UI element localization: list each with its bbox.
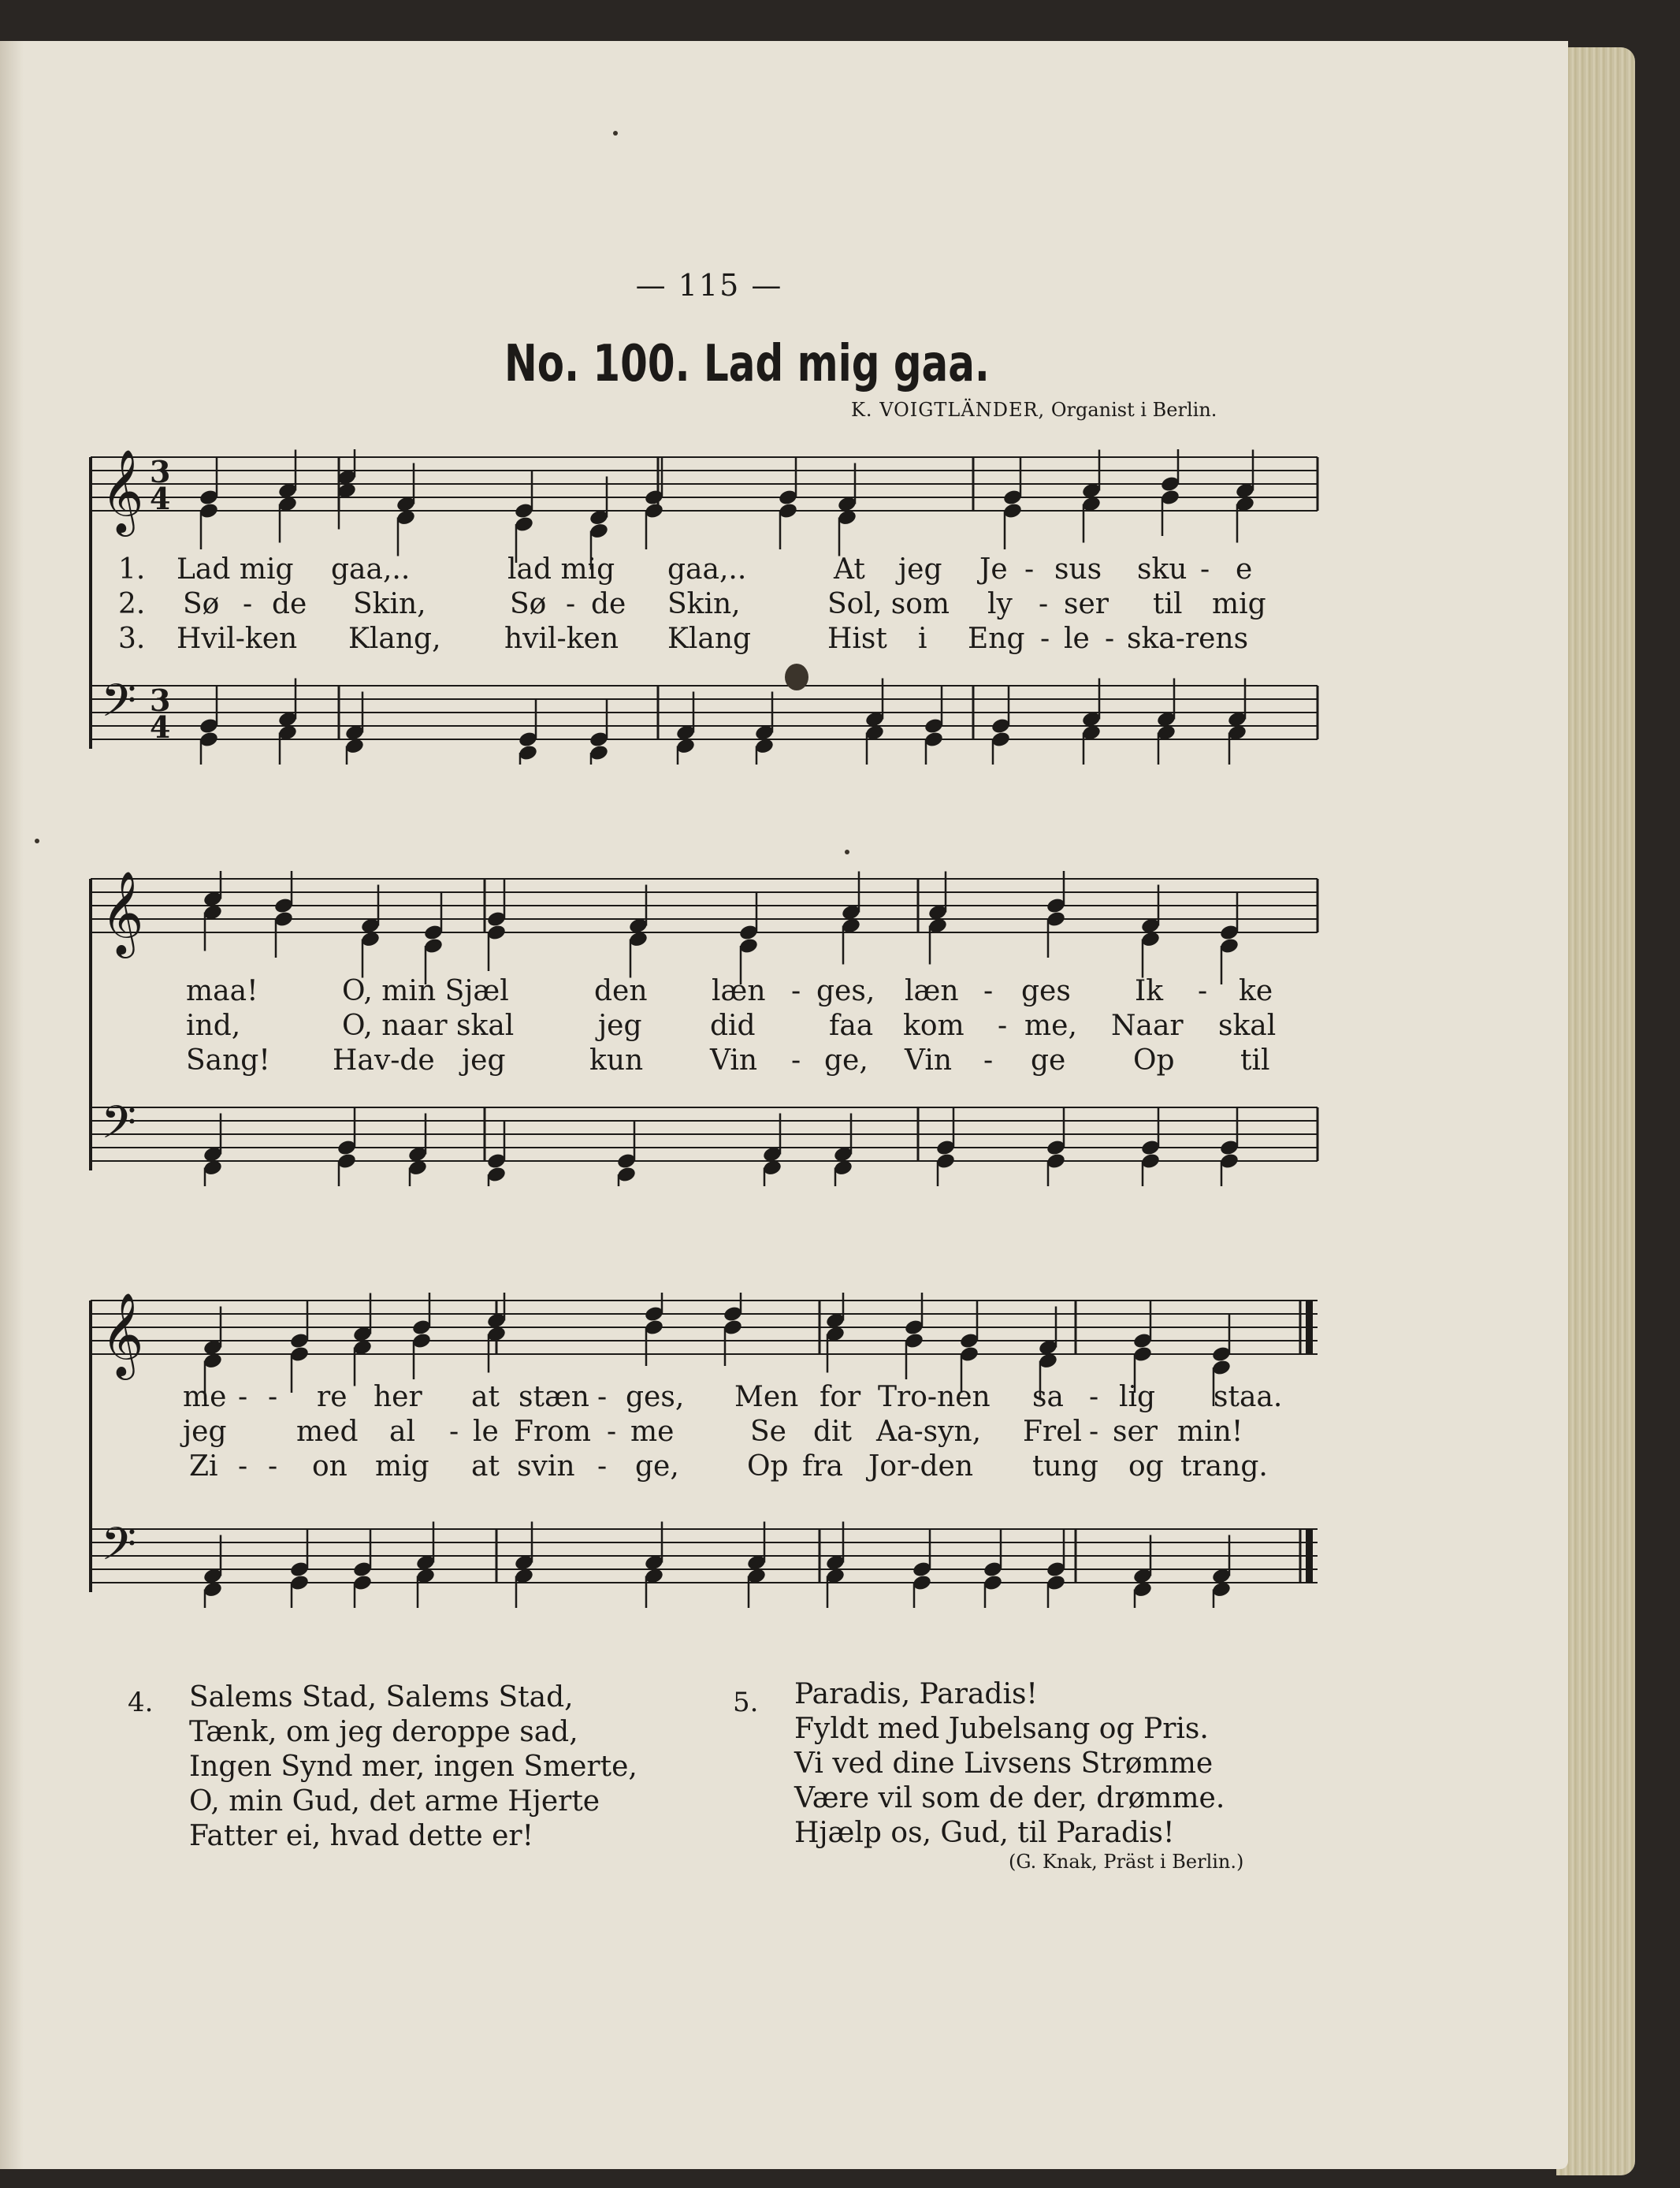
syllable: ges, [626, 1381, 685, 1413]
syllable: Klang [667, 623, 752, 655]
stanza-line: Vi ved dine Livsens Strømme [794, 1747, 1214, 1780]
syllable: Hvil-ken [177, 623, 298, 655]
time-signature-bottom: 4 [150, 709, 171, 745]
syllable: sa [1032, 1381, 1064, 1413]
syllable: min! [1177, 1416, 1243, 1448]
syllable: læn [712, 975, 766, 1007]
composer-role: Organist i Berlin. [1050, 399, 1217, 421]
stanza-line: Hjælp os, Gud, til Paradis! [794, 1817, 1175, 1849]
syllable: - [1039, 588, 1049, 620]
syllable: svin [517, 1450, 575, 1483]
syllable: de [591, 588, 626, 620]
bass-clef-icon: 𝄢 [101, 1517, 137, 1582]
syllable: - [566, 588, 576, 620]
syllable: Op [747, 1450, 789, 1483]
syllable: - [1089, 1416, 1099, 1448]
syllable: ska-rens [1127, 623, 1249, 655]
syllable: skal [1218, 1010, 1277, 1042]
syllable: med [296, 1416, 359, 1448]
syllable: læn [905, 975, 959, 1007]
bass-staff [91, 674, 1318, 765]
syllable: Sø [510, 588, 547, 620]
syllable: - [1105, 623, 1115, 655]
composer-name: K. VOIGTLÄNDER, [851, 399, 1046, 421]
dust-speck [613, 131, 618, 136]
syllable: kom [903, 1010, 965, 1042]
bass-clef-icon: 𝄢 [101, 1096, 137, 1160]
syllable: gaa,.. [667, 553, 747, 586]
syllable: - [1040, 623, 1050, 655]
syllable: ge, [635, 1450, 679, 1483]
time-signature-bottom: 4 [150, 481, 171, 516]
syllable: til [1240, 1044, 1270, 1077]
syllable: Eng [968, 623, 1025, 655]
syllable: e [1236, 553, 1253, 586]
syllable: Aa-syn, [876, 1416, 982, 1448]
syllable: fra [802, 1450, 843, 1483]
treble-staff [91, 449, 1318, 570]
syllable: mig [1212, 588, 1266, 620]
syllable: - [597, 1450, 608, 1483]
syllable: - [1200, 553, 1210, 586]
syllable: Jor-den [868, 1450, 974, 1483]
final-barline [1306, 1301, 1313, 1354]
syllable: Sang! [186, 1044, 270, 1077]
verse-number: 3. [118, 623, 146, 655]
syllable: ser [1113, 1416, 1158, 1448]
syllable: - [983, 1044, 994, 1077]
syllable: Skin, [667, 588, 741, 620]
stanza-4 [189, 1680, 637, 1854]
syllable: ge, [824, 1044, 868, 1077]
syllable: ge [1031, 1044, 1066, 1077]
syllable: - [238, 1450, 248, 1483]
syllable: Je [979, 553, 1008, 586]
syllable: ke [1239, 975, 1273, 1007]
syllable: de [272, 588, 307, 620]
stanza-line: Ingen Synd mer, ingen Smerte, [189, 1751, 637, 1783]
page-edges [1556, 47, 1635, 2175]
stanza-line: O, min Gud, det arme Hjerte [189, 1785, 600, 1818]
verse-number: 1. [118, 553, 146, 586]
syllable: Op [1133, 1044, 1175, 1077]
syllable: lad mig [507, 553, 615, 586]
syllable: - [1198, 975, 1208, 1007]
syllable: lig [1119, 1381, 1156, 1413]
dust-speck [845, 850, 849, 854]
syllable: staa. [1214, 1381, 1283, 1413]
syllable: mig [375, 1450, 429, 1483]
syllable: Klang, [348, 623, 441, 655]
bass-staff [91, 1517, 1318, 1608]
stanza-line: Fyldt med Jubelsang og Pris. [794, 1713, 1209, 1745]
syllable: - [983, 975, 994, 1007]
syllable: jeg [462, 1044, 506, 1077]
syllable: kun [589, 1044, 644, 1077]
syllable: Vin [710, 1044, 758, 1077]
syllable: - [791, 975, 801, 1007]
treble-clef-icon: 𝄞 [101, 1293, 144, 1376]
syllable: ges, [816, 975, 875, 1007]
syllable: - [597, 1381, 608, 1413]
stanza-line: Tænk, om jeg deroppe sad, [189, 1716, 578, 1748]
composer-credit [851, 399, 1292, 421]
syllable: ly [987, 588, 1013, 620]
syllable: jeg [598, 1010, 642, 1042]
stanza-5 [794, 1677, 1225, 1851]
syllable: Skin, [353, 588, 426, 620]
syllable: - [243, 588, 253, 620]
syllable: Hist [827, 623, 887, 655]
syllable: le [1064, 623, 1090, 655]
syllable: on [312, 1450, 348, 1483]
syllable: sus [1054, 553, 1102, 586]
syllable: - [268, 1450, 278, 1483]
syllable: sku [1137, 553, 1188, 586]
treble-clef-icon: 𝄞 [101, 871, 144, 954]
syllable: - [449, 1416, 459, 1448]
syllable: Vin [905, 1044, 953, 1077]
syllable: Sol, som [827, 588, 950, 620]
syllable: at [471, 1450, 500, 1483]
syllable: Naar [1111, 1010, 1184, 1042]
syllable: Lad mig [177, 553, 294, 586]
syllable: le [473, 1416, 499, 1448]
lyricist-credit: (G. Knak, Präst i Berlin.) [1009, 1851, 1244, 1873]
syllable: gaa,.. [331, 553, 411, 586]
syllable: stæn [518, 1381, 589, 1413]
syllable: al [389, 1416, 415, 1448]
dust-speck [35, 839, 39, 843]
syllable: Zi [189, 1450, 218, 1483]
syllable: jeg [898, 553, 942, 586]
time-signature-top: 3 [150, 683, 171, 718]
syllable: faa [829, 1010, 874, 1042]
syllable: dit [813, 1416, 853, 1448]
final-barline [1306, 1529, 1313, 1583]
page-number: — 115 — [635, 268, 783, 303]
syllable: Men [734, 1381, 799, 1413]
syllable: - [1024, 553, 1035, 586]
syllable: i [918, 623, 927, 655]
syllable: me [630, 1416, 675, 1448]
syllable: ser [1064, 588, 1109, 620]
treble-staff [91, 871, 1318, 984]
syllable: - [998, 1010, 1008, 1042]
syllable: her [374, 1381, 422, 1413]
syllable: at [471, 1381, 500, 1413]
syllable: Se [750, 1416, 786, 1448]
syllable: Frel [1023, 1416, 1083, 1448]
bass-clef-icon: 𝄢 [101, 674, 137, 739]
syllable: - [607, 1416, 617, 1448]
syllable: - [238, 1381, 248, 1413]
syllable: - [791, 1044, 801, 1077]
syllable: Ik [1135, 975, 1164, 1007]
syllable: - [1089, 1381, 1099, 1413]
syllable: jeg [183, 1416, 227, 1448]
stanza-line: Være vil som de der, drømme. [794, 1782, 1225, 1814]
syllable: Hav-de [333, 1044, 435, 1077]
syllable: re [317, 1381, 348, 1413]
stanza-4-number: 4. [128, 1687, 154, 1718]
bass-staff [91, 1096, 1318, 1186]
time-signature-top: 3 [150, 454, 171, 489]
hymn-title: No. 100. Lad mig gaa. [504, 335, 990, 393]
stanza-5-number: 5. [733, 1687, 759, 1718]
syllable: ind, [186, 1010, 241, 1042]
stanza-line: Salems Stad, Salems Stad, [189, 1681, 574, 1714]
treble-clef-icon: 𝄞 [101, 449, 144, 533]
syllable: tung [1032, 1450, 1098, 1483]
syllable: me [183, 1381, 227, 1413]
syllable: Sø [183, 588, 220, 620]
syllable: did [710, 1010, 756, 1042]
syllable: til [1153, 588, 1183, 620]
syllable: Tro-nen [878, 1381, 991, 1413]
syllable: At [834, 553, 865, 586]
verse-number: 2. [118, 588, 146, 620]
syllable: den [594, 975, 648, 1007]
syllable: O, naar skal [342, 1010, 515, 1042]
syllable: hvil-ken [504, 623, 619, 655]
syllable: for [820, 1381, 861, 1413]
stanza-line: Paradis, Paradis! [794, 1678, 1038, 1710]
syllable: ges [1021, 975, 1071, 1007]
syllable: maa! [186, 975, 258, 1007]
syllable: - [268, 1381, 278, 1413]
ink-blot [785, 664, 808, 690]
syllable: trang. [1180, 1450, 1268, 1483]
spine-shadow [0, 41, 24, 2169]
syllable: O, min Sjæl [342, 975, 509, 1007]
syllable: og [1128, 1450, 1164, 1483]
syllable: From [514, 1416, 591, 1448]
stanza-line: Fatter ei, hvad dette er! [189, 1820, 534, 1852]
syllable: me, [1024, 1010, 1077, 1042]
